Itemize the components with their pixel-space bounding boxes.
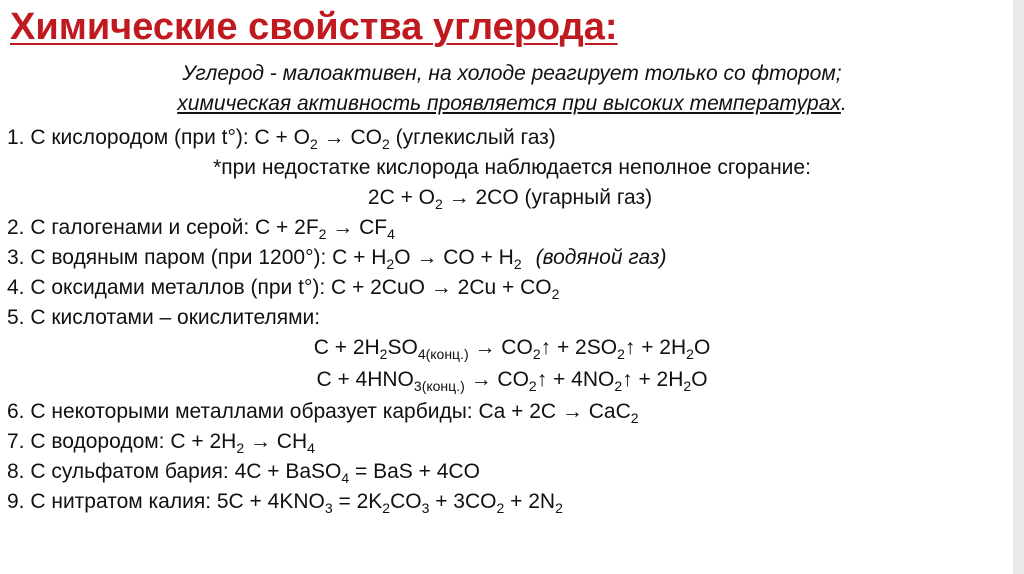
page-title: Химические свойства углерода: [10, 6, 618, 48]
item-2-sub-d: 4 [387, 226, 395, 242]
intro-line-2 [0, 90, 1024, 118]
item-5: 5. С кислотами – окислителями: [7, 306, 321, 329]
item-7-sub-d: 4 [307, 440, 315, 456]
eq1-text-i: ↑ + 2H [624, 336, 687, 359]
item-9 [7, 488, 563, 516]
intro-line-2-end: . [840, 92, 847, 115]
item-8-sub-b: 4 [341, 470, 350, 486]
eq2-text-g: ↑ + 2H [622, 368, 684, 391]
item-9-text-g: + 3CO [429, 490, 497, 513]
item-6 [7, 398, 639, 426]
item-1-sub-d: 2 [381, 136, 390, 152]
item-2-text-a: 2. С галогенами и серой: C + 2F [7, 216, 319, 239]
item-2-text-c: → CF [326, 216, 388, 239]
item-3-text-a: 3. С водяным паром (при 1200°): C + H [7, 246, 387, 269]
eq1-sub-h: 2 [617, 346, 625, 362]
eq2-sub-f: 2 [614, 378, 623, 394]
item-7-text-c: → CH [244, 430, 308, 453]
item-6-text-a: 6. С некоторыми металлами образует карбиды: Ca + 2C → CaC [7, 400, 631, 423]
item-3-text-e: (водяной газ) [535, 246, 667, 269]
item-7-text-a: 7. С водородом: C + 2H [7, 430, 237, 453]
item-2-sub-b: 2 [318, 226, 327, 242]
item-9-text-i: + 2N [504, 490, 556, 513]
item-4-sub-b: 2 [551, 286, 560, 302]
item-1b-text-a: 2C + O [367, 186, 436, 209]
item-9-sub-b: 3 [324, 500, 333, 516]
eq1-text-e: → CO [468, 336, 533, 359]
eq1-text-g: ↑ + 2SO [540, 336, 618, 359]
item-7-sub-b: 2 [236, 440, 245, 456]
eq1-text-a: C + 2H [313, 336, 380, 359]
item-1-equation-co [0, 184, 1022, 212]
intro-line-2-text: химическая активность проявляется при высоких температурах [177, 92, 841, 115]
item-1b-text-c: → 2CO (угарный газ) [442, 186, 653, 209]
intro-line-1: Углерод - малоактивен, на холоде реагирует только со фтором; [182, 62, 842, 85]
eq2-text-c: → CO [464, 368, 529, 391]
item-9-sub-h: 2 [496, 500, 505, 516]
item-9-text-c: = 2K [332, 490, 383, 513]
item-1-text-e: (углекислый газ) [389, 126, 556, 149]
item-1-sub-b: 2 [309, 136, 318, 152]
item-1-text-c: → CO [317, 126, 382, 149]
item-4 [7, 274, 559, 302]
item-9-sub-f: 3 [421, 500, 430, 516]
eq2-sub-b: 3(конц.) [413, 378, 465, 394]
item-6-sub-b: 2 [630, 410, 639, 426]
eq1-sub-f: 2 [532, 346, 541, 362]
eq2-sub-h: 2 [683, 378, 692, 394]
item-1b-sub-b: 2 [435, 196, 443, 212]
eq1-sub-d: 4(конц.) [417, 346, 469, 362]
item-3-sub-d: 2 [513, 256, 522, 272]
eq2-sub-d: 2 [528, 378, 537, 394]
item-9-sub-j: 2 [555, 500, 563, 516]
item-1 [7, 124, 556, 152]
equation-sulfuric-acid [0, 334, 1024, 362]
item-4-text-a: 4. С оксидами металлов (при t°): C + 2CuO → 2Cu + CO [7, 276, 552, 299]
item-8-text-a: 8. С сульфатом бария: 4C + BaSO [7, 460, 342, 483]
eq2-text-e: ↑ + 4NO [536, 368, 615, 391]
equation-nitric-acid [0, 366, 1024, 394]
item-8-text-c: = BaS + 4CO [349, 460, 480, 483]
eq2-text-i: O [691, 368, 708, 391]
item-8 [7, 458, 480, 486]
note-incomplete-combustion: *при недостатке кислорода наблюдается неполное сгорание: [213, 156, 811, 179]
item-1-text-a: 1. С кислородом (при t°): C + O [7, 126, 310, 149]
item-3-sub-b: 2 [386, 256, 395, 272]
eq1-sub-b: 2 [379, 346, 388, 362]
eq1-text-k: O [693, 336, 711, 359]
eq1-sub-j: 2 [686, 346, 694, 362]
item-9-text-e: CO [390, 490, 422, 513]
eq2-text-a: C + 4HNO [316, 368, 414, 391]
item-7 [7, 428, 315, 456]
item-2 [7, 214, 395, 242]
item-9-sub-d: 2 [382, 500, 391, 516]
eq1-text-c: SO [387, 336, 418, 359]
item-3 [7, 244, 666, 272]
item-3-text-c: O → CO + H [394, 246, 514, 269]
item-9-text-a: 9. С нитратом калия: 5C + 4KNO [7, 490, 325, 513]
